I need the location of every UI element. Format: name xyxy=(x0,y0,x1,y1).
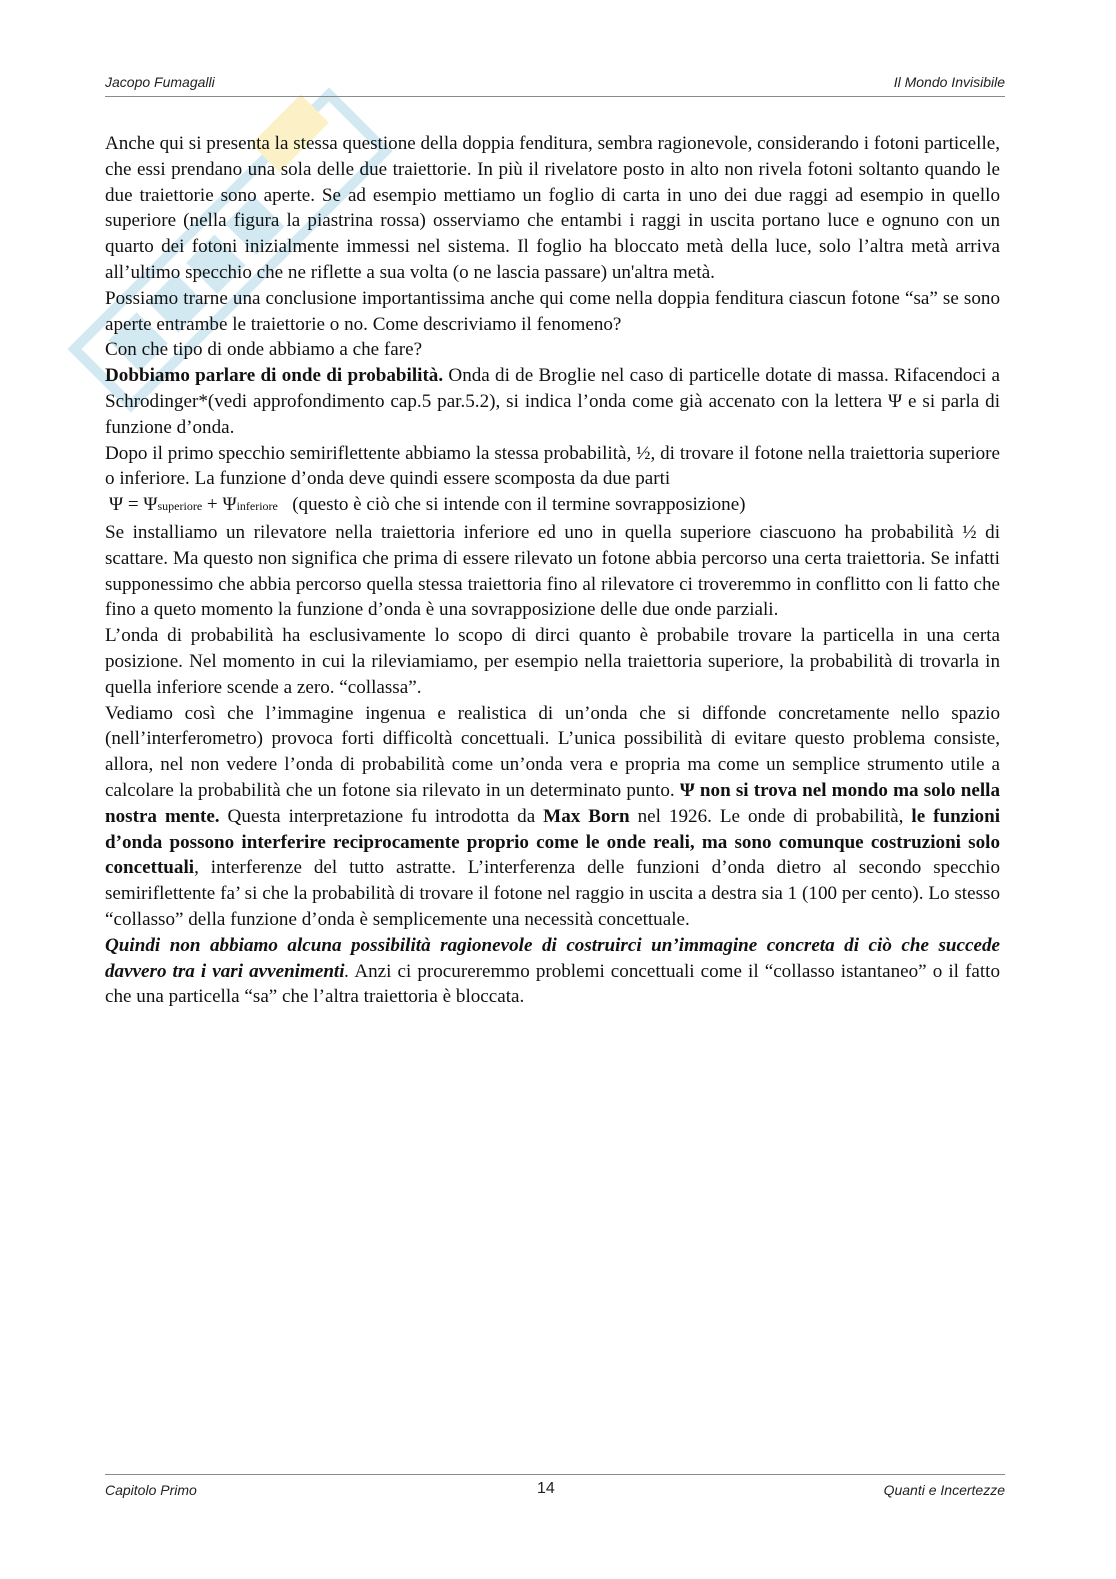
body-text xyxy=(105,131,1000,1010)
formula-psi-eq: Ψ = Ψ xyxy=(109,494,158,516)
footer-section: Quanti e Incertezze xyxy=(883,1482,1005,1498)
formula-line xyxy=(105,492,1000,520)
paragraph-4 xyxy=(105,363,1000,440)
formula-note: (questo è ciò che si intende con il termine sovrapposizione) xyxy=(277,494,746,516)
paragraph-5: Dopo il primo specchio semiriflettente abbiamo la stessa probabilità, ½, di trovare il fotone nella traiettoria superiore o inferiore. La funzione d’onda deve quindi essere scomposta da due parti xyxy=(105,442,1000,490)
paragraph-8-g: , interferenze del tutto astratte. L’interferenza delle funzioni d’onda dietro al secondo specchio semiriflettente fa’ si che la probabilità di trovare il fotone nel raggio in uscita a destra sia 1 (100 per cento). Lo stesso “collasso” della funzione d’onda è semplicemente una necessità concettuale. xyxy=(105,857,1000,930)
paragraph-9-italic: . xyxy=(344,960,350,982)
paragraph-4-rest: Onda di de Broglie nel caso di particelle dotate di massa. Rifacendoci a Schrodinger*(vedi approfondimento cap.5 par.5.2), si indica l’onda come già accenato con la lettera Ψ e si parla di funzione d’onda. xyxy=(105,365,1001,438)
paragraph-1: Anche qui si presenta la stessa questione della doppia fenditura, sembra ragionevole, considerando i fotoni particelle, che essi prendano una sola delle due traiettorie. In più il rivelatore posto in alto non rivela fotoni soltanto quando le due traiettorie sono aperte. Se ad esempio mettiamo un foglio di carta in uno dei due raggi ad esempio in quello superiore (nella figura la piastrina rossa) osserviamo che entambi i raggi in uscita portano luce e ognuno con un quarto dei fotoni inizialmente immessi nel sistema. Il foglio ha bloccato metà della luce, solo l’altra metà arriva all’ultimo specchio che ne riflette a sua volta (o ne lascia passare) un'altra metà. xyxy=(105,133,1000,283)
paragraph-9-rest: Anzi ci procureremmo problemi concettuali come il “collasso istantaneo” o il fatto che una particella “sa” che l’altra traiettoria è bloccata. xyxy=(105,960,1000,1008)
formula-sub-inferiore: inferiore xyxy=(236,499,278,514)
paragraph-8 xyxy=(105,701,1000,933)
footer-chapter: Capitolo Primo xyxy=(105,1482,197,1498)
paragraph-8-b: Ψ non si trova nel mondo ma solo nella nostra mente. xyxy=(105,779,1000,827)
paragraph-8-d: Max Born xyxy=(543,805,630,827)
paragraph-8-a: Vediamo così che l’immagine ingenua e realistica di un’onda che si diffonde concretamente nello spazio (nell’interferometro) provoca forti difficoltà concettuali. L’unica possibilità di evitare questo problema consiste, allora, nel non vedere l’onda di probabilità come un’onda vera e propria ma come un semplice strumento utile a calcolare la probabilità che un fotone sia rilevato in un determinato punto. xyxy=(105,702,1000,801)
page-footer xyxy=(105,1474,1005,1505)
header-author: Jacopo Fumagalli xyxy=(105,74,215,90)
paragraph-4-bold: Dobbiamo parlare di onde di probabilità. xyxy=(105,365,444,387)
paragraph-8-f: le funzioni d’onda possono interferire reciprocamente proprio come le onde reali, ma sono comunque costruzioni solo concettuali xyxy=(105,805,1001,879)
paragraph-3: Con che tipo di onde abbiamo a che fare? xyxy=(105,339,423,361)
paragraph-8-c: Questa interpretazione fu introdotta da xyxy=(219,805,544,827)
paragraph-7: L’onda di probabilità ha esclusivamente lo scopo di dirci quanto è probabile trovare la particella in una certa posizione. Nel momento in cui la rileviamiamo, per esempio nella traiettoria superiore, la probabilità di trovarla in quella inferiore scende a zero. “collassa”. xyxy=(105,625,1000,698)
paragraph-8-e: nel 1926. Le onde di probabilità, xyxy=(629,805,912,827)
page-number: 14 xyxy=(537,1480,555,1497)
page-header xyxy=(105,72,1005,97)
paragraph-9-bold-italic: Quindi non abbiamo alcuna possibilità ragionevole di costruirci un’immagine concreta di ciò che succede davvero tra i vari avvenimenti xyxy=(105,934,1000,982)
formula-plus: + Ψ xyxy=(202,494,237,516)
header-book-title: Il Mondo Invisibile xyxy=(893,74,1005,90)
paragraph-6: Se installiamo un rilevatore nella traiettoria inferiore ed uno in quella superiore ciascuono ha probabilità ½ di scattare. Ma questo non significa che prima di essere rilevato un fotone abbia percorso una certa traiettoria. Se infatti supponessimo che abbia percorso quella stessa traiettoria fino al rilevatore ci troveremmo in conflitto con li fatto che fino a queto momento la funzione d’onda è una sovrapposizione delle due onde parziali. xyxy=(105,521,1000,621)
paragraph-2: Possiamo trarne una conclusione importantissima anche qui come nella doppia fenditura ciascun fotone “sa” se sono aperte entrambe le traiettorie o no. Come descriviamo il fenomeno? xyxy=(105,287,1000,335)
formula-sub-superiore: superiore xyxy=(157,499,203,514)
paragraph-9 xyxy=(105,933,1000,1010)
